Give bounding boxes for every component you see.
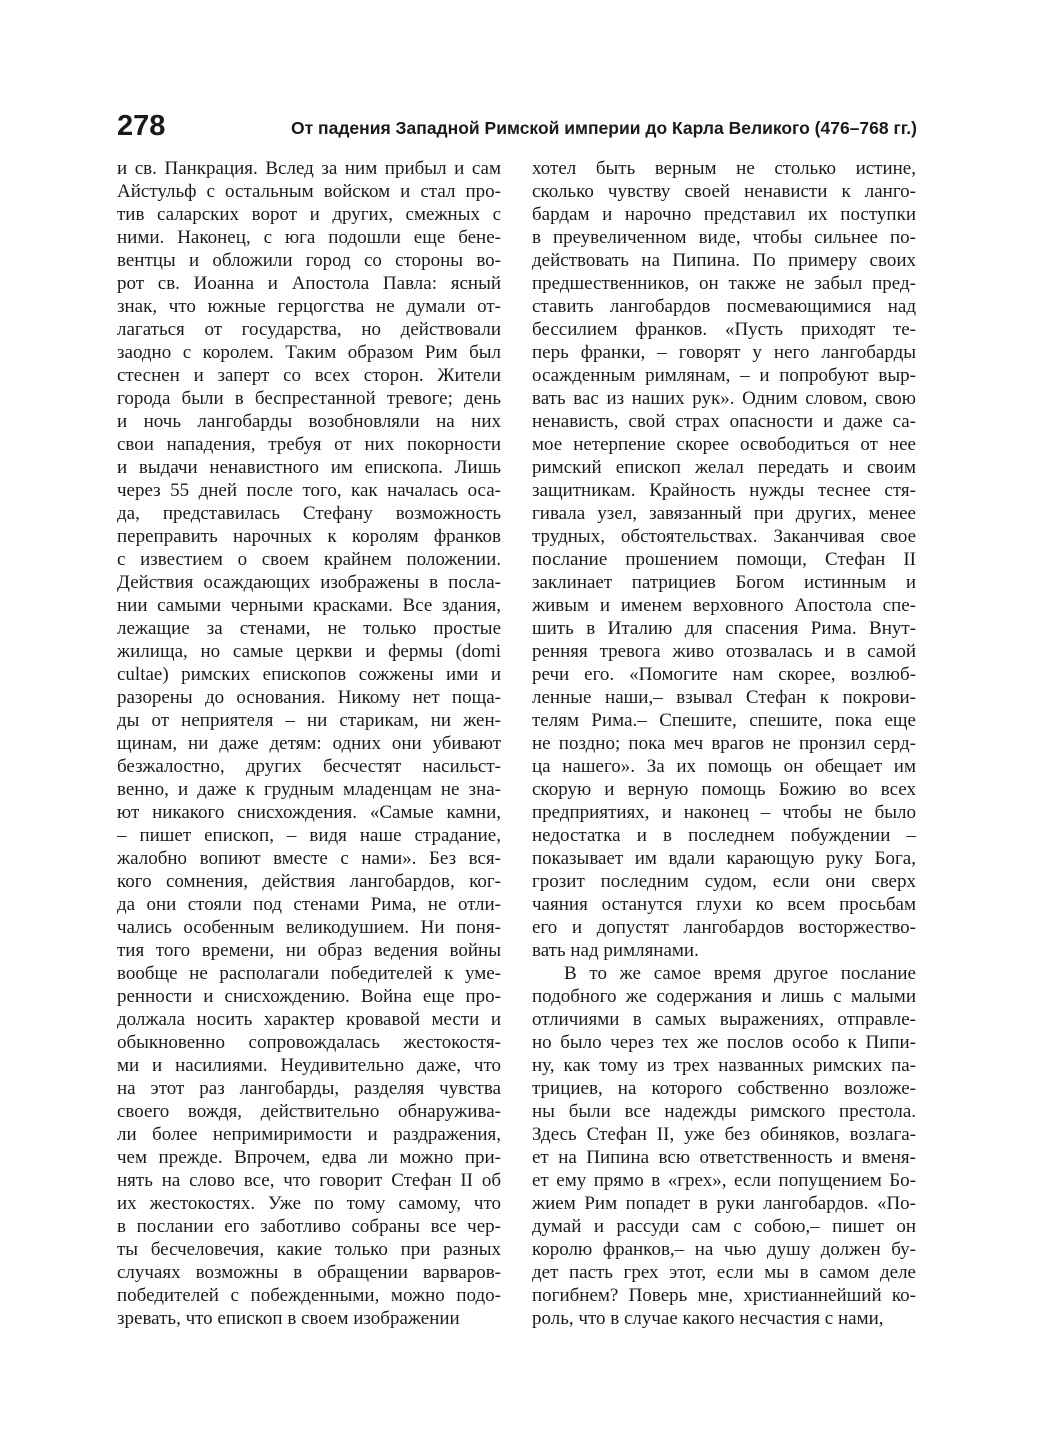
text-line: в послании его заботливо собраны все чер-: [117, 1216, 501, 1237]
text-line: кого сомнения, действия лангобардов, ког-: [117, 871, 501, 892]
text-line: ли более непримиримости и раздражения,: [117, 1124, 501, 1145]
text-line: лежащие за стенами, не только простые: [117, 618, 501, 639]
text-line: дет пасть грех этот, если мы в самом деле: [532, 1262, 916, 1283]
text-line: тия того времени, ни образ ведения войны: [117, 940, 501, 961]
text-line: римский епископ желал передать и своим: [532, 457, 916, 478]
text-line: заодно с королем. Таким образом Рим был: [117, 342, 501, 363]
text-line: показывает им вдали карающую руку Бога,: [532, 848, 916, 869]
text-line: думай и рассуди сам с собою,– пишет он: [532, 1216, 916, 1237]
text-line: безжалостно, других бесчестят насильст-: [117, 756, 501, 777]
text-line: гивала узел, завязанный при других, менее: [532, 503, 916, 524]
text-line: ны были все надежды римского престола.: [532, 1101, 916, 1122]
text-line: ет на Пипина всю ответственность и вменя-: [532, 1147, 916, 1168]
text-line: обыкновенно сопровождалась жестокостя-: [117, 1032, 501, 1053]
text-line: знак, что южные герцогства не думали от-: [117, 296, 501, 317]
text-line: королю франков,– на чью душу должен бу-: [532, 1239, 916, 1260]
text-line: cultae) римских епископов сожжены ими и: [117, 664, 501, 685]
text-line: нии самыми черными красками. Все здания,: [117, 595, 501, 616]
text-line: телям Рима.– Спешите, спешите, пока еще: [532, 710, 916, 731]
text-line: сколько чувству своей ненависти к ланго-: [532, 181, 916, 202]
text-line: вать вас из наших рук». Одним словом, свою: [532, 388, 916, 409]
text-line: Айстульф с остальным войском и стал про-: [117, 181, 501, 202]
text-line: нять на слово все, что говорит Стефан II об: [117, 1170, 501, 1191]
text-line: разорены до основания. Никому нет поща-: [117, 687, 501, 708]
text-line: скорую и верную помощь Божию во всех: [532, 779, 916, 800]
text-line: да, представилась Стефану возможность: [117, 503, 501, 524]
text-line: шить в Италию для спасения Рима. Внут-: [532, 618, 916, 639]
running-title: От падения Западной Римской империи до Карла Великого (476–768 гг.): [290, 118, 917, 138]
text-line: хотел быть верным не столько истине,: [532, 158, 916, 179]
text-line: послание прошением помощи, Стефан II: [532, 549, 916, 570]
text-line: Действия осаждающих изображены в посла-: [117, 572, 501, 593]
text-line: города были в беспрестанной тревоге; день: [117, 388, 501, 409]
text-line: лагаться от государства, но действовали: [117, 319, 501, 340]
text-line: жием Рим попадет в руки лангобардов. «По-: [532, 1193, 916, 1214]
text-line: вентцы и обложили город со стороны во-: [117, 250, 501, 271]
text-line: и ночь лангобарды возобновляли на них: [117, 411, 501, 432]
text-line: ренности и снисхождению. Война еще про-: [117, 986, 501, 1007]
text-line: тив саларских ворот и других, смежных с: [117, 204, 501, 225]
text-line: ми и насилиями. Неудивительно даже, что: [117, 1055, 501, 1076]
text-line: живым и именем верховного Апостола спе-: [532, 595, 916, 616]
text-line: победителей с побежденными, можно подо-: [117, 1285, 501, 1306]
text-line: В то же самое время другое послание: [564, 963, 916, 984]
text-line: грозит последним судом, если они сверх: [532, 871, 916, 892]
text-line: чаяния останутся глухи ко всем просьбам: [532, 894, 916, 915]
text-line: ставить лангобардов посмевающимися над: [532, 296, 916, 317]
text-line: ну, как тому из трех названных римских па-: [532, 1055, 916, 1076]
text-line: щинам, ни даже детям: одних они убивают: [117, 733, 501, 754]
text-line: осажденным римлянам, – и попробуют выр-: [532, 365, 916, 386]
text-line: предшественников, он также не забыл пред-: [532, 273, 916, 294]
text-line: свои нападения, требуя от них покорности: [117, 434, 501, 455]
text-line: чались особенным великодушием. Ни поня-: [117, 917, 501, 938]
text-line: стеснен и заперт со всех сторон. Жители: [117, 365, 501, 386]
text-line: мое нетерпение скорее освободиться от нее: [532, 434, 916, 455]
text-line: да они стояли под стенами Рима, не отли-: [117, 894, 501, 915]
text-line: жалобно вопиют вместе с нами». Без вся-: [117, 848, 501, 869]
text-line: недостатка и в последнем побуждении –: [532, 825, 916, 846]
text-line: заклинает патрициев Богом истинным и: [532, 572, 916, 593]
text-line: подобного же содержания и лишь с малыми: [532, 986, 916, 1007]
text-line: ют никакого снисхождения. «Самые камни,: [117, 802, 501, 823]
text-line: роль, что в случае какого несчастия с нами,: [532, 1308, 884, 1329]
text-line: и выдачи ненавистного им епископа. Лишь: [117, 457, 501, 478]
text-line: защитникам. Крайность нужды теснее стя-: [532, 480, 916, 501]
text-line: зревать, что епископ в своем изображении: [117, 1308, 460, 1329]
text-line: ленные наши,– взывал Стефан к покрови-: [532, 687, 916, 708]
text-line: бессилием франков. «Пусть приходят те-: [532, 319, 916, 340]
text-line: – пишет епископ, – видя наше страдание,: [117, 825, 501, 846]
text-line: отличиями в самых выражениях, отправле-: [532, 1009, 916, 1030]
text-line: на этот раз лангобарды, разделяя чувства: [117, 1078, 501, 1099]
text-line: рот св. Иоанна и Апостола Павла: ясный: [117, 273, 501, 294]
text-line: предприятиях, и наконец – чтобы не было: [532, 802, 916, 823]
text-line: ды от неприятеля – ни старикам, ни жен-: [117, 710, 501, 731]
text-line: и св. Панкрация. Вслед за ним прибыл и сам: [117, 158, 501, 179]
text-line: его и допустят лангобардов восторжество-: [532, 917, 916, 938]
text-line: не поздно; пока меч врагов не пронзил серд-: [532, 733, 916, 754]
text-line: чем прежде. Впрочем, едва ли можно при-: [117, 1147, 501, 1168]
text-line: перь франки, – говорят у него лангобарды: [532, 342, 916, 363]
text-line: через 55 дней после того, как началась оса-: [117, 480, 501, 501]
text-line: случаях возможны в обращении варваров-: [117, 1262, 501, 1283]
text-line: трудных, обстоятельствах. Заканчивая свое: [532, 526, 916, 547]
text-line: жилища, но самые церкви и фермы (domi: [117, 641, 501, 662]
text-line: ты бесчеловечия, какие только при разных: [117, 1239, 501, 1260]
text-line: трициев, на которого собственно возложе-: [532, 1078, 916, 1099]
text-line: должала носить характер кровавой мести и: [117, 1009, 501, 1030]
text-line: вать над римлянами.: [532, 940, 699, 961]
text-line: бардам и нарочно представил их поступки: [532, 204, 916, 225]
page-number: 278: [117, 110, 166, 142]
page-header: [117, 108, 917, 148]
right-text-column: [532, 157, 916, 1330]
text-line: ет ему прямо в «грех», если попущением Бо-: [532, 1170, 916, 1191]
text-line: но было через тех же послов особо к Пипи-: [532, 1032, 916, 1053]
text-line: ца нашего». За их помощь он обещает им: [532, 756, 916, 777]
left-text-column: [117, 157, 501, 1330]
text-line: венно, и даже к грудным младенцам не зна-: [117, 779, 501, 800]
text-line: в преувеличенном виде, чтобы сильнее по-: [532, 227, 916, 248]
text-line: Здесь Стефан II, уже без обиняков, возлага-: [532, 1124, 916, 1145]
text-line: вообще не располагали победителей к уме-: [117, 963, 501, 984]
text-line: ними. Наконец, с юга подошли еще бене-: [117, 227, 501, 248]
text-line: своего вождя, действительно обнаружива-: [117, 1101, 501, 1122]
text-line: переправить нарочных к королям франков: [117, 526, 501, 547]
text-line: ренняя тревога живо отозвалась и в самой: [532, 641, 916, 662]
text-line: ненависть, свой страх опасности и даже са-: [532, 411, 916, 432]
text-line: погибнем? Поверь мне, христианнейший ко-: [532, 1285, 916, 1306]
text-line: с известием о своем крайнем положении.: [117, 549, 501, 570]
text-line: их жестокостях. Уже по тому самому, что: [117, 1193, 501, 1214]
text-line: действовать на Пипина. По примеру своих: [532, 250, 916, 271]
text-line: речи его. «Помогите нам скорее, возлюб-: [532, 664, 916, 685]
